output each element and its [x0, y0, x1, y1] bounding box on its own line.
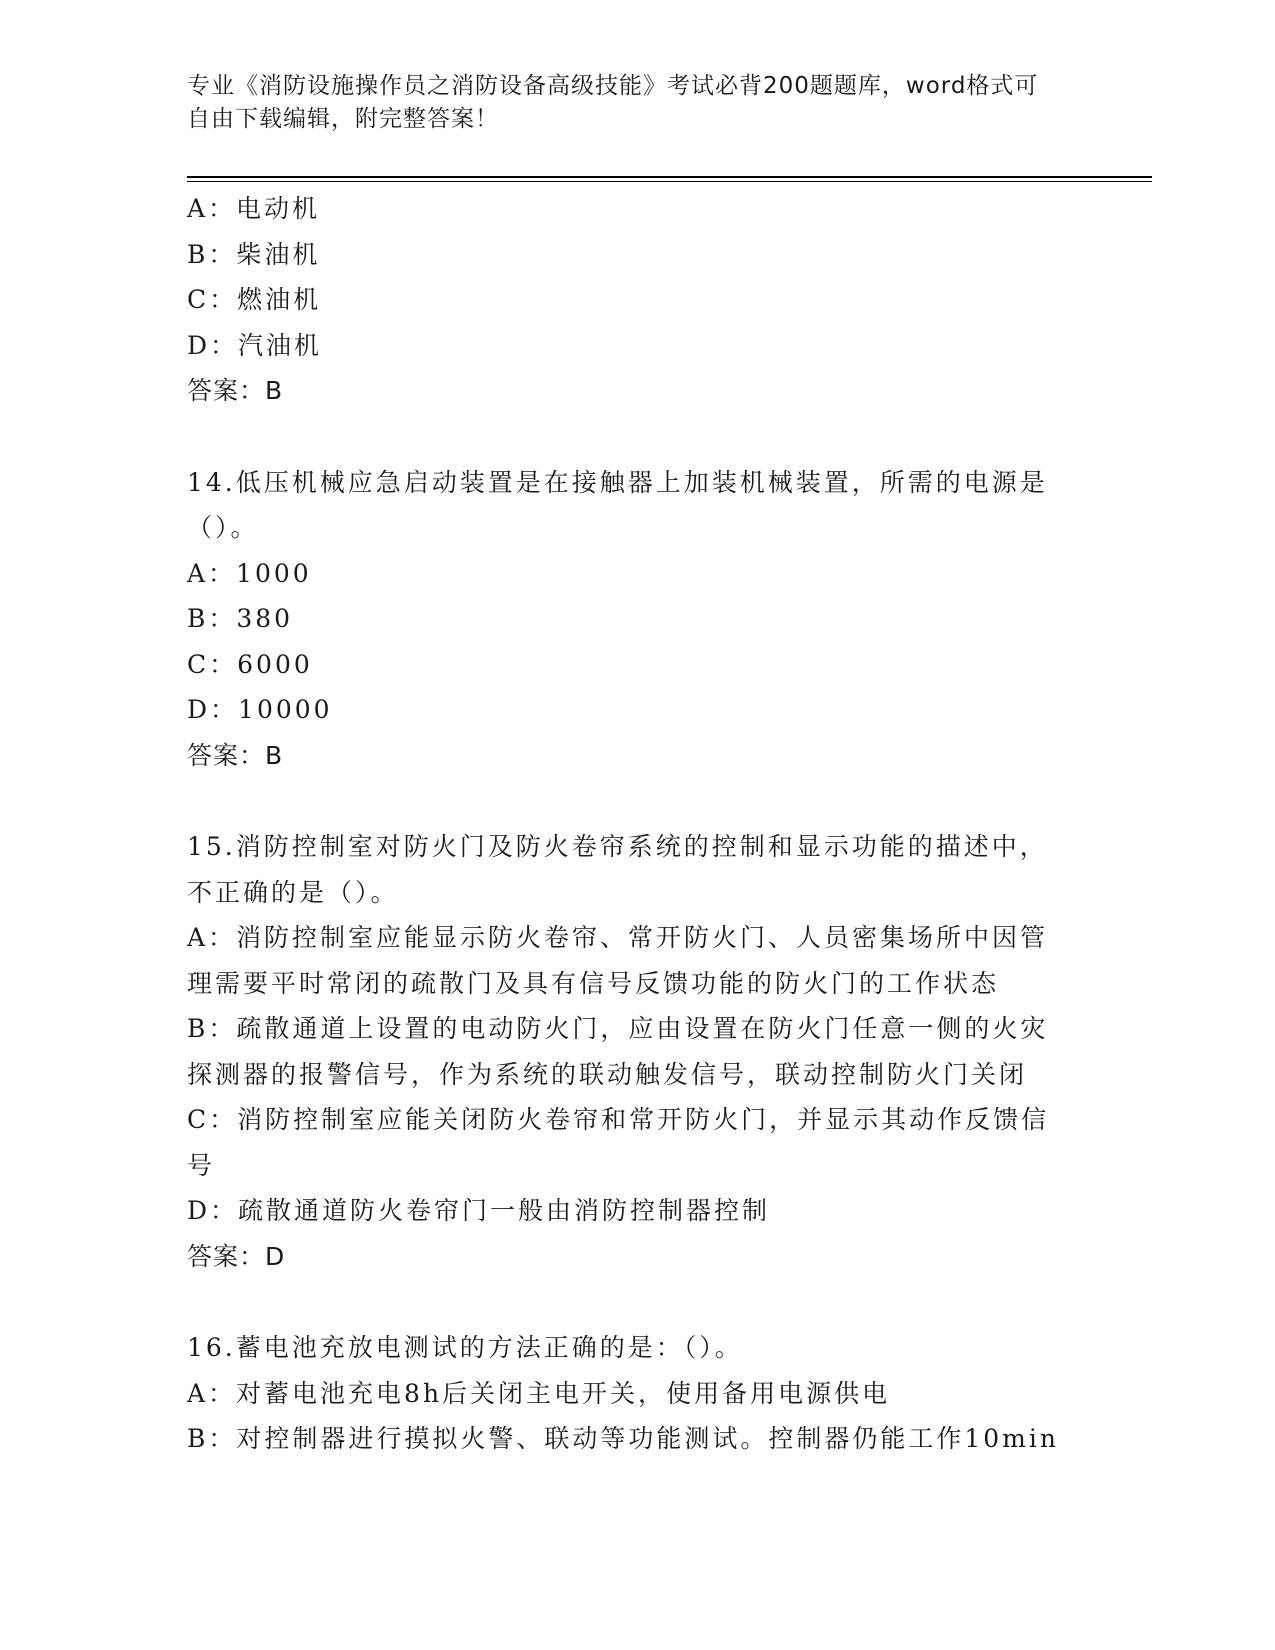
option-a: A：电动机 [187, 194, 321, 223]
option-b: B：疏散通道上设置的电动防火门，应由设置在防火门任意一侧的火灾 [187, 1014, 1049, 1043]
option-a-continued: 理需要平时常闭的疏散门及具有信号反馈功能的防火门的工作状态 [187, 968, 1000, 998]
option-d: D：汽油机 [187, 330, 323, 360]
option-c: C：消防控制室应能关闭防火卷帘和常开防火门，并显示其动作反馈信 [187, 1105, 1050, 1134]
spacer [187, 778, 1077, 824]
header-divider [187, 176, 1152, 178]
question-list [187, 186, 1077, 1462]
option-c-continued: 号 [187, 1150, 216, 1180]
option-b: B：柴油机 [187, 239, 321, 269]
option-a: A：对蓄电池充电8h后关闭主电开关，使用备用电源供电 [187, 1378, 891, 1408]
option-b: B：380 [187, 604, 294, 633]
question-15 [187, 824, 1077, 1279]
spacer [187, 414, 1077, 460]
option-d: D：疏散通道防火卷帘门一般由消防控制器控制 [187, 1196, 771, 1225]
answer: 答案：B [187, 376, 284, 405]
answer: 答案：D [187, 1241, 286, 1271]
question-14 [187, 460, 1077, 779]
answer: 答案：B [187, 740, 284, 770]
header-title-line-2: 自由下载编辑，附完整答案！ [187, 106, 499, 132]
question-16 [187, 1325, 1077, 1462]
option-c: C：6000 [187, 649, 313, 679]
option-b: B：对控制器进行摸拟火警、联动等功能测试。控制器仍能工作10min [187, 1424, 1059, 1453]
question-13 [187, 186, 1077, 414]
document-header [187, 70, 1067, 136]
option-d: D：10000 [187, 695, 333, 724]
header-title-line-1: 专业《消防设施操作员之消防设备高级技能》考试必背200题题库，word格式可 [187, 73, 1039, 99]
option-a: A：消防控制室应能显示防火卷帘、常开防火门、人员密集场所中因管 [187, 923, 1049, 952]
question-stem-continued: 不正确的是（）。 [187, 877, 399, 907]
option-c: C：燃油机 [187, 285, 322, 314]
question-stem: 14.低压机械应急启动装置是在接触器上加装机械装置，所需的电源是 [187, 467, 1048, 497]
question-stem: 15.消防控制室对防火门及防火卷帘系统的控制和显示功能的描述中， [187, 832, 1048, 861]
question-stem-continued: （）。 [187, 513, 259, 542]
header-divider-thin [187, 181, 1152, 182]
spacer [187, 1279, 1077, 1325]
option-a: A：1000 [187, 558, 312, 588]
option-b-continued: 探测器的报警信号，作为系统的联动触发信号，联动控制防火门关闭 [187, 1059, 1028, 1089]
question-stem: 16.蓄电池充放电测试的方法正确的是：（）。 [187, 1333, 743, 1362]
